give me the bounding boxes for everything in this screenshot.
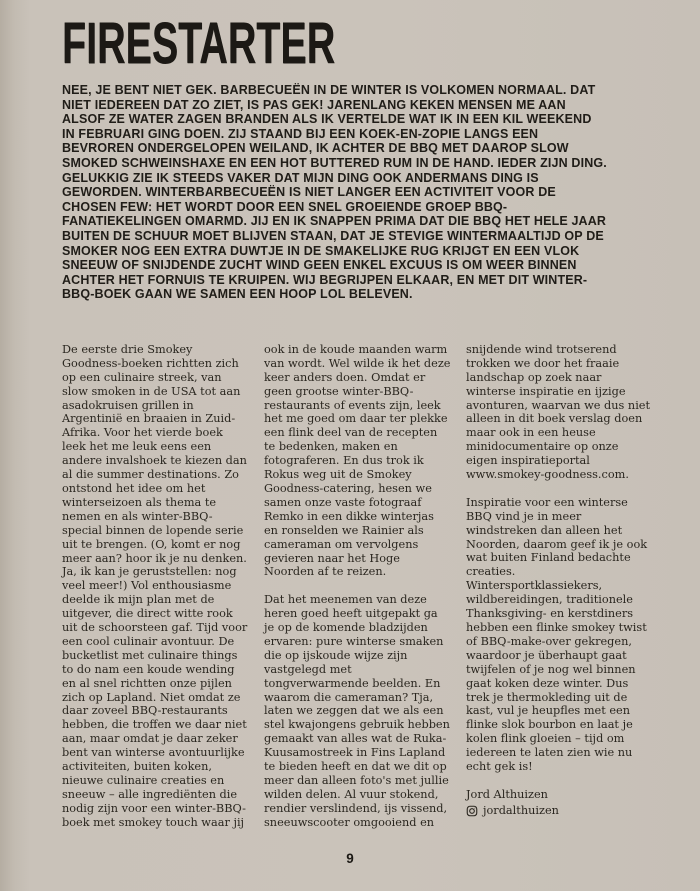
body-paragraph: snijdende wind trotserend trokken we door het fraaie landschap op zoek naar winterse inspiratie en ijzige avonturen, waarvan we dus niet alleen in dit boek verslag doen maar ook in een heuse minidocumentaire op onze eigen inspiratieportal www.smokey-goodness.com.: [466, 342, 651, 482]
intro-paragraph: NEE, JE BENT NIET GEK. BARBECUEËN IN DE WINTER IS VOLKOMEN NORMAAL. DAT NIET IEDEREEN DAT ZO ZIET, IS PAS GEK! JARENLANG KEKEN MENSEN ME AAN ALSOF ZE WATER ZAGEN BRANDEN ALS IK VERTELDE WAT IK IN EEN KIL WEEKEND IN FEBRUARI GING DOEN. ZIJ STAAND BIJ EEN KOEK-EN-ZOPIE LANGS EEN BEVROREN ONDERGELOPEN WEILAND, IK ACHTER DE BBQ MET DAAROP SLOW SMOKED SCHWEINSHAXE EN EEN HOT BUTTERED RUM IN DE HAND. IEDER ZIJN DING. GELUKKIG ZIE IK STEEDS VAKER DAT MIJN DING OOK ANDERMANS DING IS GEWORDEN. WINTERBARBECUEËN IS NIET LANGER EEN ACTIVITEIT VOOR DE CHOSEN FEW: HET WORDT DOOR EEN SNEL GROEIENDE GROEP BBQ-FANATIEKELINGEN OMARMD. JIJ EN IK SNAPPEN PRIMA DAT DIE BBQ HET HELE JAAR BUITEN DE SCHUUR MOET BLIJVEN STAAN, DAT JE STEVIGE WINTERMAALTIJD OP DE SMOKER NOG EEN EXTRA DUWTJE IN DE SMAKELIJKE RUG KRIJGT EN EEN VLOK SNEEUW OF SNIJDENDE ZUCHT WIND GEEN ENKEL EXCUUS IS OM WEER BINNEN ACHTER HET FORNUIS TE KRUIPEN. WIJ BEGRIJPEN ELKAAR, EN MET DIT WINTER-BBQ-BOEK GAAN WE SAMEN EEN HOOP LOL BELEVEN.: [62, 83, 607, 302]
text-column-1: [62, 343, 249, 830]
author-signature: [466, 788, 653, 818]
body-paragraph: Dat het meenemen van deze heren goed heeft uitgepakt ga je op de komende bladzijden ervaren: pure winterse smaken die op ijskoude wijze zijn vastgelegd met tongverwarmende beelden. En waarom die cameraman? Tja, laten we zeggen dat we als een stel kwajongens gebruik hebben gemaakt van alles wat de Ruka-Kuusamostreek in Fins Lapland te bieden heeft en dat we dit op meer dan alleen foto's met jullie wilden delen. Al vuur stokend, rendier verslindend, ijs vissend, sneeuwscooter omgooiend en: [264, 593, 450, 829]
body-paragraph: De eerste drie Smokey Goodness-boeken richtten zich op een culinaire streek, van slow smoken in de USA tot aan asadokruisen grillen in Argentinië en braaien in Zuid-Afrika. Voor het vierde boek leek het me leuk eens een andere invalshoek te kiezen dan al die summer destinations. Zo ontstond het idee om het winterseizoen als thema te nemen en als winter-BBQ-special binnen de lopende serie uit te brengen. (O, komt er nog meer aan? hoor ik je nu denken. Ja, ik kan je geruststellen: nog veel meer!) Vol enthousiasme deelde ik mijn plan met de uitgever, die direct witte rook uit de schoorsteen gaf. Tijd voor een cool culinair avontuur. De bucketlist met culinaire things to do nam een koude wending en al snel richtten onze pijlen zich op Lapland. Niet omdat ze daar zoveel BBQ-restaurants hebben, die troffen we daar niet aan, maar omdat je daar zeker bent van winterse avontuurlijke activiteiten, buiten koken, nieuwe culinaire creaties en sneeuw – alle ingrediënten die nodig zijn voor een winter-BBQ-boek met smokey touch waar jij: [62, 342, 248, 829]
text-column-3: [466, 343, 653, 830]
page-number: 9: [346, 851, 354, 866]
text-columns: [62, 343, 653, 830]
page-title: FIRESTARTER: [62, 11, 336, 76]
body-paragraph: Inspiratie voor een winterse BBQ vind je in meer windstreken dan alleen het Noorden, daarom geef ik je ook wat buiten Finland bedachte creaties. Wintersportklassiekers, wildbereidingen, traditionele Thanksgiving- en kerstdiners hebben een flinke smokey twist of BBQ-make-over gekregen, waardoor je überhaupt gaat twijfelen of je nog wel binnen gaat koken deze winter. Dus trek je thermokleding uit de kast, vul je heupfles met een flinke slok bourbon en laat je kolen flink gloeien – tijd om iedereen te laten zien wie nu echt gek is!: [466, 495, 648, 774]
instagram-icon: [466, 805, 478, 817]
author-name: Jord Althuizen: [466, 787, 548, 801]
instagram-line: [466, 804, 653, 818]
text-column-2: [264, 343, 451, 830]
instagram-handle: jordalthuizen: [483, 803, 559, 817]
body-paragraph: ook in de koude maanden warm van wordt. Wel wilde ik het deze keer anders doen. Omdat er geen grootse winter-BBQ-restaurants of events zijn, leek het me goed om daar ter plekke een flink deel van de recepten te bedenken, maken en fotograferen. En dus trok ik Rokus weg uit de Smokey Goodness-catering, hesen we samen onze vaste fotograaf Remko in een dikke winterjas en ronselden we Rainier als cameraman om vervolgens gevieren naar het Hoge Noorden af te reizen.: [264, 342, 451, 579]
